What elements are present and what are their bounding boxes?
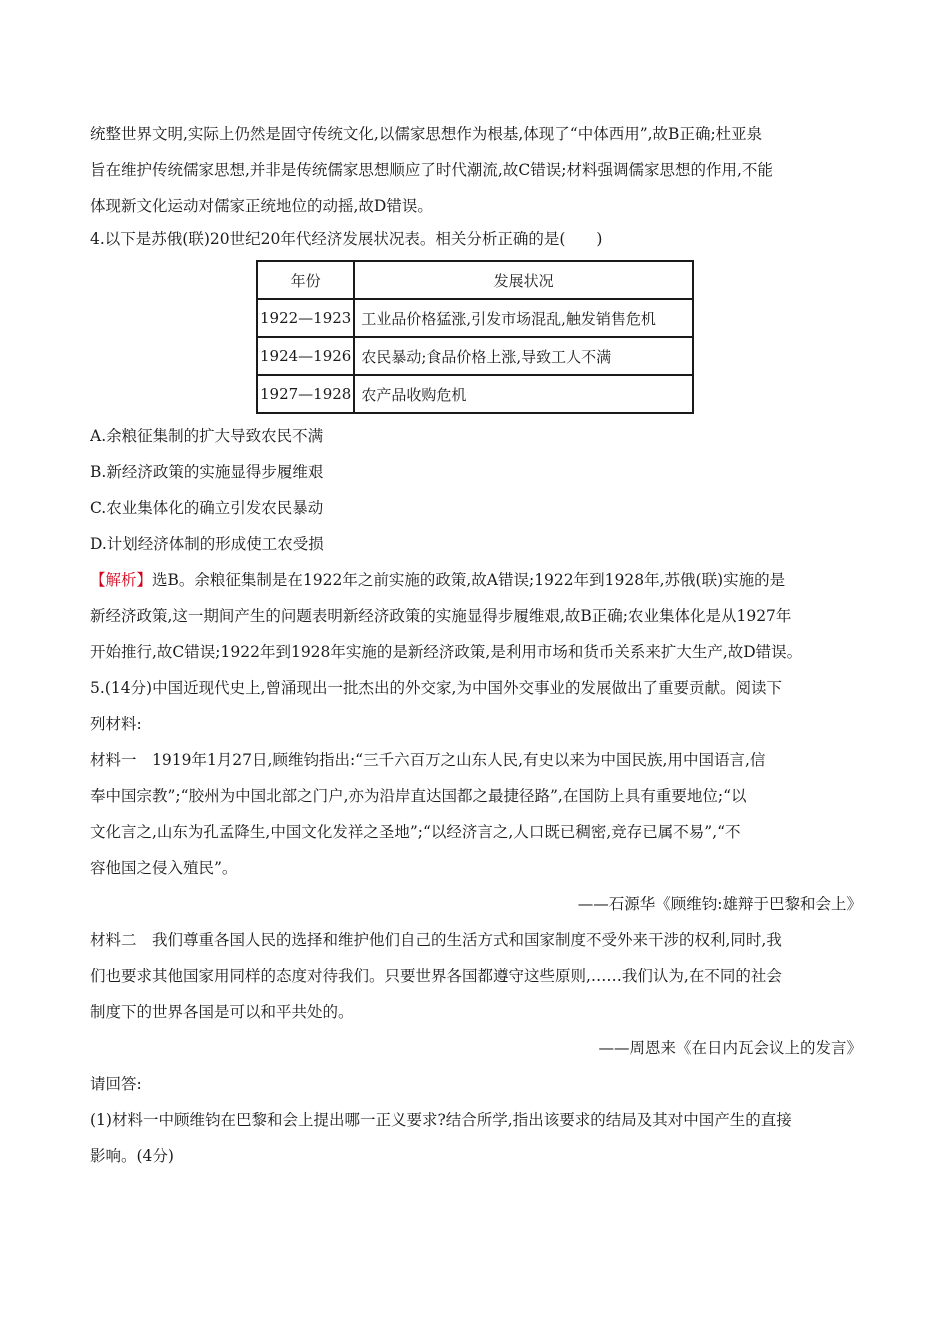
option-c: C.农业集体化的确立引发农民暴动 (90, 499, 324, 517)
analysis-text: 开始推行,故C错误;1922年到1928年实施的是新经济政策,是利用市场和货币关系来扩大生产,故D错误。 (90, 643, 803, 661)
table-cell-status: 农产品收购危机 (354, 375, 693, 413)
text-line: 旨在维护传统儒家思想,并非是传统儒家思想顺应了时代潮流,故C错误;材料强调儒家思想的作用,不能 (90, 161, 773, 179)
analysis-text: 选B。余粮征集制是在1922年之前实施的政策,故A错误;1922年到1928年,苏俄(联)实施的是 (152, 571, 786, 589)
economy-table (256, 260, 694, 414)
analysis-tag: 【解析】 (90, 571, 153, 589)
table-header-status: 发展状况 (354, 261, 693, 299)
text-line: 体现新文化运动对儒家正统地位的动摇,故D错误。 (90, 197, 433, 215)
table-header-year: 年份 (257, 261, 354, 299)
option-d: D.计划经济体制的形成使工农受损 (90, 535, 324, 553)
question-stem: 列材料: (90, 715, 142, 733)
analysis-first-line (90, 562, 862, 598)
material-2-text: 材料二 我们尊重各国人民的选择和维护他们自己的生活方式和国家制度不受外来干涉的权利,同时,我 (90, 931, 782, 949)
material-2-text: 制度下的世界各国是可以和平共处的。 (90, 1003, 354, 1021)
question-stem: 5.(14分)中国近现代史上,曾涌现出一批杰出的外交家,为中国外交事业的发展做出了重要贡献。阅读下 (90, 679, 782, 697)
table-row (257, 375, 693, 413)
table-header-row (257, 261, 693, 299)
previous-answer (90, 116, 862, 224)
table-cell-year: 1927—1928 (257, 375, 354, 413)
table-row (257, 299, 693, 337)
question-4 (90, 224, 862, 670)
material-1-text: 容他国之侵入殖民”。 (90, 859, 238, 877)
table-cell-status: 农民暴动;食品价格上涨,导致工人不满 (354, 337, 693, 375)
material-1-text: 材料一 1919年1月27日,顾维钧指出:“三千六百万之山东人民,有史以来为中国民族,用中国语言,信 (90, 751, 766, 769)
table-cell-year: 1922—1923 (257, 299, 354, 337)
material-2-source: ——周恩来《在日内瓦会议上的发言》 (598, 1039, 862, 1057)
table-row (257, 337, 693, 375)
answer-prompt: 请回答: (90, 1075, 142, 1093)
document-page (90, 116, 862, 1174)
question-stem: 4.以下是苏俄(联)20世纪20年代经济发展状况表。相关分析正确的是( ) (90, 230, 603, 248)
material-2-text: 们也要求其他国家用同样的态度对待我们。只要世界各国都遵守这些原则,……我们认为,在不同的社会 (90, 967, 782, 985)
sub-question-1: 影响。(4分) (90, 1147, 174, 1165)
material-1-text: 奉中国宗教”;“胶州为中国北部之门户,亦为沿岸直达国都之最捷径路”,在国防上具有重要地位;“以 (90, 787, 747, 805)
question-5 (90, 670, 862, 1174)
sub-question-1: (1)材料一中顾维钧在巴黎和会上提出哪一正义要求?结合所学,指出该要求的结局及其对中国产生的直接 (90, 1111, 792, 1129)
table-cell-year: 1924—1926 (257, 337, 354, 375)
table-cell-status: 工业品价格猛涨,引发市场混乱,触发销售危机 (354, 299, 693, 337)
option-a: A.余粮征集制的扩大导致农民不满 (90, 427, 324, 445)
option-b: B.新经济政策的实施显得步履维艰 (90, 463, 324, 481)
material-1-text: 文化言之,山东为孔孟降生,中国文化发祥之圣地”;“以经济言之,人口既已稠密,竞存已属不易”,“不 (90, 823, 741, 841)
text-line: 统整世界文明,实际上仍然是固守传统文化,以儒家思想作为根基,体现了“中体西用”,故B正确;杜亚泉 (90, 125, 763, 143)
analysis-text: 新经济政策,这一期间产生的问题表明新经济政策的实施显得步履维艰,故B正确;农业集体化是从1927年 (90, 607, 792, 625)
material-1-source: ——石源华《顾维钧:雄辩于巴黎和会上》 (577, 895, 862, 913)
